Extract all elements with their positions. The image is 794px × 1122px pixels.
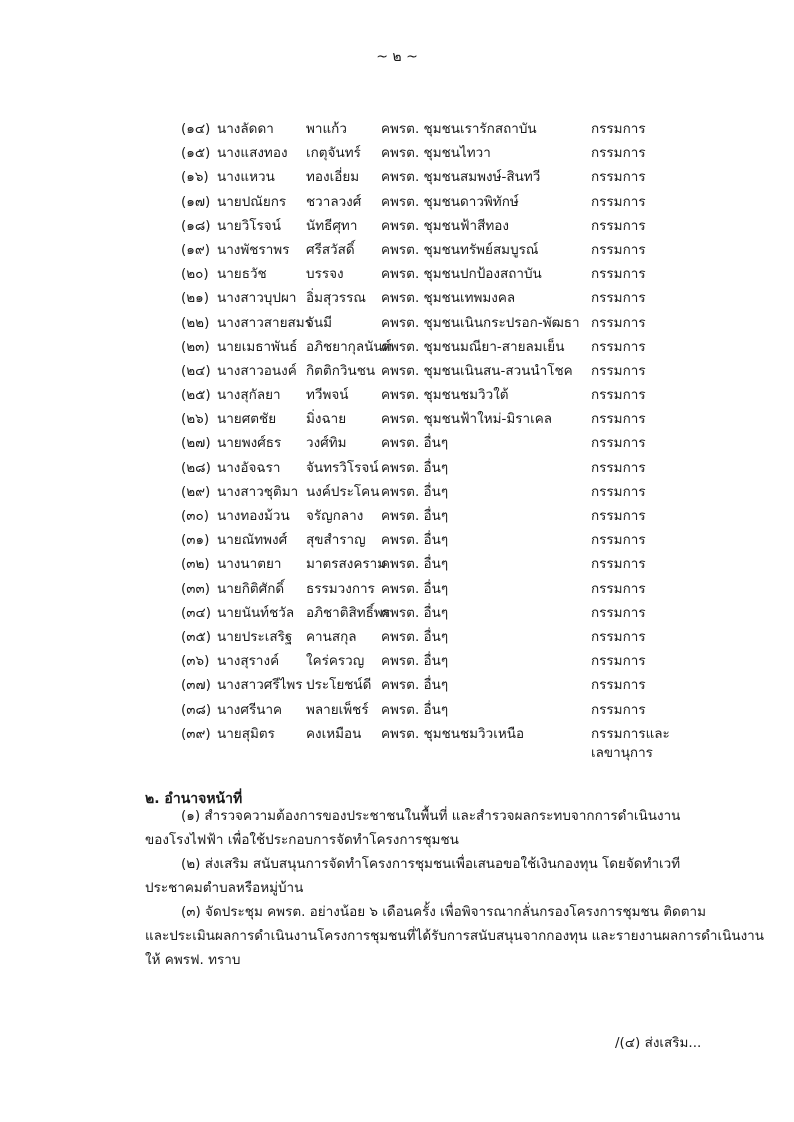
member-row — [0, 286, 794, 310]
member-surname: คงเหมือน — [306, 725, 362, 742]
member-number: (๒๗) — [181, 435, 211, 452]
member-row — [0, 456, 794, 480]
member-name: นายนันท์ชวัล — [217, 604, 295, 621]
member-role: กรรมการและ — [591, 725, 670, 742]
member-name: นายณัทพงศ์ — [217, 532, 288, 549]
member-organization: คพรต. ชุมชนดาวพิทักษ์ — [381, 193, 519, 210]
member-name: นางแหวน — [217, 169, 275, 186]
member-number: (๓๙) — [181, 725, 211, 742]
member-surname: มาตรสงคราม — [306, 556, 387, 573]
member-name: นายธวัช — [217, 266, 267, 283]
member-organization: คพรต. ชุมชนเนินกระปรอก-พัฒธา — [381, 314, 580, 331]
member-role: กรรมการ — [591, 508, 646, 524]
member-surname: ธรรมวงการ — [306, 580, 375, 597]
member-role: กรรมการ — [591, 193, 646, 210]
paragraph-line: ให้ คพรฟ. ทราบ — [145, 952, 241, 968]
member-row — [0, 141, 794, 165]
member-name: นางสาวอนงค์ — [217, 362, 297, 379]
member-organization: คพรต. ชุมชนมณียา-สายลมเย็น — [381, 338, 565, 355]
member-surname: คานสกุล — [306, 628, 357, 645]
member-surname: นงค์ประโคน — [306, 483, 380, 500]
member-role: กรรมการ — [591, 145, 646, 162]
member-number: (๓๐) — [181, 508, 210, 524]
member-organization: คพรต. อื่นๆ — [381, 483, 449, 500]
member-name: นางทองม้วน — [217, 508, 290, 524]
paragraph-line: (๓) จัดประชุม คพรต. อย่างน้อย ๖ เดือนครั้ง เพื่อพิจารณากลั่นกรองโครงการชุมชน ติดตาม — [181, 904, 706, 920]
member-number: (๒๕) — [181, 387, 211, 404]
member-name: นายศตชัย — [217, 411, 277, 428]
member-number: (๓๘) — [181, 701, 212, 718]
member-surname: มิ่งฉาย — [306, 411, 347, 428]
paragraph-line: (๒) ส่งเสริม สนับสนุนการจัดทำโครงการชุมชนเพื่อเสนอขอใช้เงินกองทุน โดยจัดทำเวที — [181, 856, 681, 872]
member-row — [0, 214, 794, 238]
member-surname: นัทธีศุทา — [306, 217, 358, 234]
member-number: (๒๑) — [181, 290, 210, 307]
member-number: (๒๒) — [181, 314, 210, 331]
member-name: นางศรีนาค — [217, 701, 283, 718]
member-organization: คพรต. ชุมชนไทวา — [381, 145, 491, 162]
member-surname: ประโยชน์ดี — [306, 677, 372, 694]
member-row — [0, 552, 794, 576]
member-role: กรรมการ — [591, 169, 646, 186]
member-organization: คพรต. อื่นๆ — [381, 677, 449, 694]
member-row — [0, 504, 794, 528]
member-row — [0, 649, 794, 673]
member-role: กรรมการ — [591, 266, 646, 283]
member-number: (๑๔) — [181, 121, 211, 137]
member-role: กรรมการ — [591, 604, 646, 621]
member-role: กรรมการ — [591, 556, 646, 573]
member-number: (๓๕) — [181, 628, 211, 645]
member-row — [0, 165, 794, 189]
member-row — [0, 262, 794, 286]
member-organization: คพรต. ชุมชนชมวิวใต้ — [381, 387, 509, 404]
member-name: นางสาวสายสมร — [217, 314, 312, 331]
member-number: (๓๓) — [181, 580, 210, 597]
member-surname: บรรจง — [306, 266, 344, 283]
member-surname: จันทรวิโรจน์ — [306, 459, 379, 476]
member-number: (๑๘) — [181, 217, 211, 234]
member-role: กรรมการ — [591, 459, 646, 476]
member-row — [0, 673, 794, 697]
member-organization: คพรต. อื่นๆ — [381, 580, 449, 597]
member-number: (๒๖) — [181, 411, 210, 428]
member-role: กรรมการ — [591, 290, 646, 307]
member-role: กรรมการ — [591, 387, 646, 404]
member-organization: คพรต. อื่นๆ — [381, 435, 449, 452]
member-role: กรรมการ — [591, 483, 646, 500]
member-name: นางสาวศรีไพร — [217, 677, 303, 694]
member-surname: ศรีสวัสดิ์ — [306, 241, 355, 258]
member-surname: พาแก้ว — [306, 121, 347, 137]
member-number: (๒๓) — [181, 338, 210, 355]
paragraph-line: (๑) สำรวจความต้องการของประชาชนในพื้นที่ และสำรวจผลกระทบจากการดำเนินงาน — [181, 808, 681, 824]
member-organization: คพรต. ชุมชนทรัพย์สมบูรณ์ — [381, 241, 539, 258]
member-row — [0, 480, 794, 504]
member-organization: คพรต. อื่นๆ — [381, 701, 449, 718]
member-organization: คพรต. ชุมชนเนินสน-สวนนำโชค — [381, 362, 573, 379]
member-row — [0, 117, 794, 141]
member-surname: ชวาลวงศ์ — [306, 193, 362, 210]
member-row — [0, 238, 794, 262]
member-number: (๓๗) — [181, 677, 211, 694]
secretary-role-continuation: เลขานุการ — [591, 745, 653, 761]
member-number: (๒๐) — [181, 266, 209, 283]
member-role: กรรมการ — [591, 580, 646, 597]
member-organization: คพรต. อื่นๆ — [381, 604, 449, 621]
member-name: นายสุมิตร — [217, 725, 275, 742]
member-surname: เกตุจันทร์ — [306, 145, 361, 162]
member-role: กรรมการ — [591, 362, 646, 379]
member-organization: คพรต. อื่นๆ — [381, 532, 449, 549]
member-surname: สุขสำราญ — [306, 532, 366, 549]
member-name: นายวิโรจน์ — [217, 217, 281, 234]
member-organization: คพรต. อื่นๆ — [381, 556, 449, 573]
member-role: กรรมการ — [591, 241, 646, 258]
member-organization: คพรต. ชุมชนเทพมงคล — [381, 290, 516, 307]
member-surname: วงศ์ทิม — [306, 435, 347, 452]
member-surname: ทองเอี่ยม — [306, 169, 360, 186]
member-role: กรรมการ — [591, 121, 646, 137]
duty-paragraph — [145, 852, 725, 900]
paragraph-line: ประชาคมตำบลหรือหมู่บ้าน — [145, 880, 304, 896]
member-number: (๑๕) — [181, 145, 211, 162]
paragraph-line: ของโรงไฟฟ้า เพื่อใช้ประกอบการจัดทำโครงการชุมชน — [145, 832, 459, 848]
member-organization: คพรต. ชุมชนเรารักสถาบัน — [381, 121, 537, 137]
member-name: นางสุรางค์ — [217, 653, 280, 670]
member-surname: ทวีพจน์ — [306, 387, 349, 404]
member-organization: คพรต. อื่นๆ — [381, 653, 449, 670]
paragraph-line: และประเมินผลการดำเนินงานโครงการชุมชนที่ได้รับการสนับสนุนจากกองทุน และรายงานผลการดำเนินงาน — [145, 928, 764, 944]
member-number: (๑๙) — [181, 241, 210, 258]
member-organization: คพรต. ชุมชนฟ้าสีทอง — [381, 217, 509, 234]
member-number: (๒๙) — [181, 483, 211, 500]
member-row — [0, 359, 794, 383]
member-row — [0, 335, 794, 359]
member-row — [0, 625, 794, 649]
member-surname: จรัญกลาง — [306, 508, 364, 524]
member-number: (๑๖) — [181, 169, 209, 186]
member-surname: พลายเพ็ชร์ — [306, 701, 369, 718]
member-role: กรรมการ — [591, 314, 646, 331]
member-name: นางอัจฉรา — [217, 459, 281, 476]
member-role: กรรมการ — [591, 677, 646, 694]
member-role: กรรมการ — [591, 532, 646, 549]
member-number: (๓๒) — [181, 556, 210, 573]
continuation-note: /(๔) ส่งเสริม... — [615, 1035, 702, 1051]
member-number: (๓๖) — [181, 653, 210, 670]
member-name: นางสาวชุติมา — [217, 483, 299, 500]
duty-paragraph — [145, 804, 725, 852]
member-row — [0, 601, 794, 625]
member-name: นางสาวบุปผา — [217, 290, 297, 307]
member-row — [0, 383, 794, 407]
member-row — [0, 407, 794, 431]
member-role: กรรมการ — [591, 411, 646, 428]
member-name: นายเมธาพันธ์ — [217, 338, 298, 355]
member-surname: อภิชาติสิทธิ์พร — [306, 604, 391, 621]
page-number: ~ ๒ ~ — [376, 49, 418, 65]
member-role: กรรมการ — [591, 628, 646, 645]
duty-paragraph — [145, 900, 764, 972]
member-number: (๒๘) — [181, 459, 211, 476]
member-surname: ใคร่ครวญ — [306, 653, 365, 670]
member-name: นางสุกัลยา — [217, 387, 281, 404]
member-role: กรรมการ — [591, 435, 646, 452]
member-row — [0, 190, 794, 214]
member-name: นางลัดดา — [217, 121, 274, 137]
member-row — [0, 311, 794, 335]
member-list — [0, 117, 794, 746]
member-name: นายพงศ์ธร — [217, 435, 282, 452]
member-row — [0, 698, 794, 722]
member-role: กรรมการ — [591, 701, 646, 718]
member-name: นายกิติศักดิ์ — [217, 580, 285, 597]
member-surname: จันมี — [306, 314, 333, 331]
member-name: นายประเสริฐ — [217, 628, 293, 645]
member-role: กรรมการ — [591, 653, 646, 670]
member-number: (๓๔) — [181, 604, 211, 621]
member-surname: กิตติกวินชน — [306, 362, 376, 379]
member-surname: อภิชยากุลนันท์ — [306, 338, 392, 355]
member-name: นางแสงทอง — [217, 145, 288, 162]
member-organization: คพรต. ชุมชนชมวิวเหนือ — [381, 725, 525, 742]
member-organization: คพรต. ชุมชนฟ้าใหม่-มิราเคล — [381, 411, 553, 428]
member-number: (๓๑) — [181, 532, 210, 549]
member-number: (๑๗) — [181, 193, 211, 210]
member-surname: อิ่มสุวรรณ — [306, 290, 366, 307]
member-name: นางพัชราพร — [217, 241, 290, 258]
member-name: นางนาตยา — [217, 556, 282, 573]
member-organization: คพรต. อื่นๆ — [381, 459, 449, 476]
member-role: กรรมการ — [591, 338, 646, 355]
member-row — [0, 577, 794, 601]
member-row — [0, 528, 794, 552]
member-organization: คพรต. อื่นๆ — [381, 508, 449, 524]
member-organization: คพรต. อื่นๆ — [381, 628, 449, 645]
member-organization: คพรต. ชุมชนสมพงษ์-สินทวี — [381, 169, 541, 186]
member-row — [0, 431, 794, 455]
section-title: ๒. อำนาจหน้าที่ — [145, 791, 243, 807]
member-organization: คพรต. ชุมชนปกป้องสถาบัน — [381, 266, 542, 283]
member-role: กรรมการ — [591, 217, 646, 234]
member-row — [0, 722, 794, 746]
member-name: นายปณัยกร — [217, 193, 287, 210]
member-number: (๒๔) — [181, 362, 211, 379]
